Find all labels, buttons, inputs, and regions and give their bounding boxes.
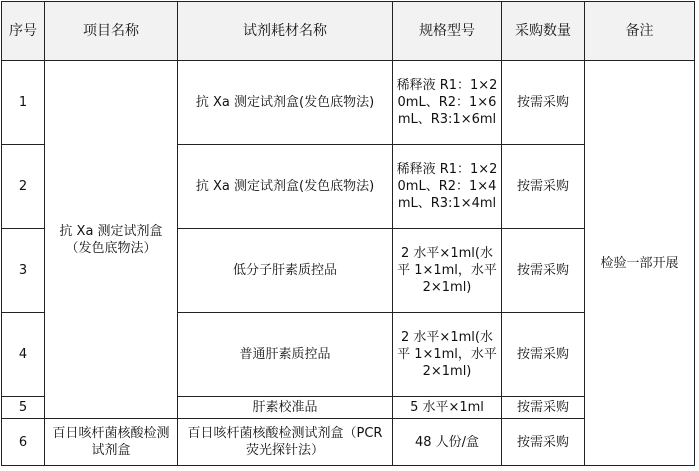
remark-cell: 检验一部开展 [585,61,695,466]
project-name-cell: 抗 Xa 测定试剂盒（发色底物法） [45,61,178,419]
reagent-name-cell: 抗 Xa 测定试剂盒(发色底物法) [178,61,393,145]
quantity-cell: 按需采购 [502,397,585,419]
spec-cell: 5 水平×1ml [393,397,502,419]
quantity-cell: 按需采购 [502,419,585,466]
header-seq: 序号 [2,2,45,61]
reagent-name-cell: 低分子肝素质控品 [178,229,393,313]
row-seq: 3 [2,229,45,313]
quantity-cell: 按需采购 [502,313,585,397]
quantity-cell: 按需采购 [502,229,585,313]
row-seq: 6 [2,419,45,466]
spec-cell: 稀释液 R1：1×20mL、R2：1×4mL、R3:1×4ml [393,145,502,229]
header-reagent: 试剂耗材名称 [178,2,393,61]
procurement-table [1,1,695,466]
spec-cell: 48 人份/盒 [393,419,502,466]
row-seq: 2 [2,145,45,229]
row-seq: 1 [2,61,45,145]
spec-cell: 稀释液 R1：1×20mL、R2：1×6mL、R3:1×6ml [393,61,502,145]
header-remark: 备注 [585,2,695,61]
header-row [2,2,695,61]
reagent-name-cell: 普通肝素质控品 [178,313,393,397]
reagent-name-cell: 肝素校准品 [178,397,393,419]
reagent-name-cell: 抗 Xa 测定试剂盒(发色底物法) [178,145,393,229]
header-project: 项目名称 [45,2,178,61]
row-seq: 4 [2,313,45,397]
quantity-cell: 按需采购 [502,145,585,229]
table-row [2,61,695,145]
quantity-cell: 按需采购 [502,61,585,145]
row-seq: 5 [2,397,45,419]
spec-cell: 2 水平×1ml(水平 1×1ml，水平 2×1ml) [393,229,502,313]
header-qty: 采购数量 [502,2,585,61]
header-spec: 规格型号 [393,2,502,61]
project-name-cell: 百日咳杆菌核酸检测试剂盒 [45,419,178,466]
reagent-name-cell: 百日咳杆菌核酸检测试剂盒（PCR 荧光探针法） [178,419,393,466]
spec-cell: 2 水平×1ml(水平 1×1ml，水平 2×1ml) [393,313,502,397]
